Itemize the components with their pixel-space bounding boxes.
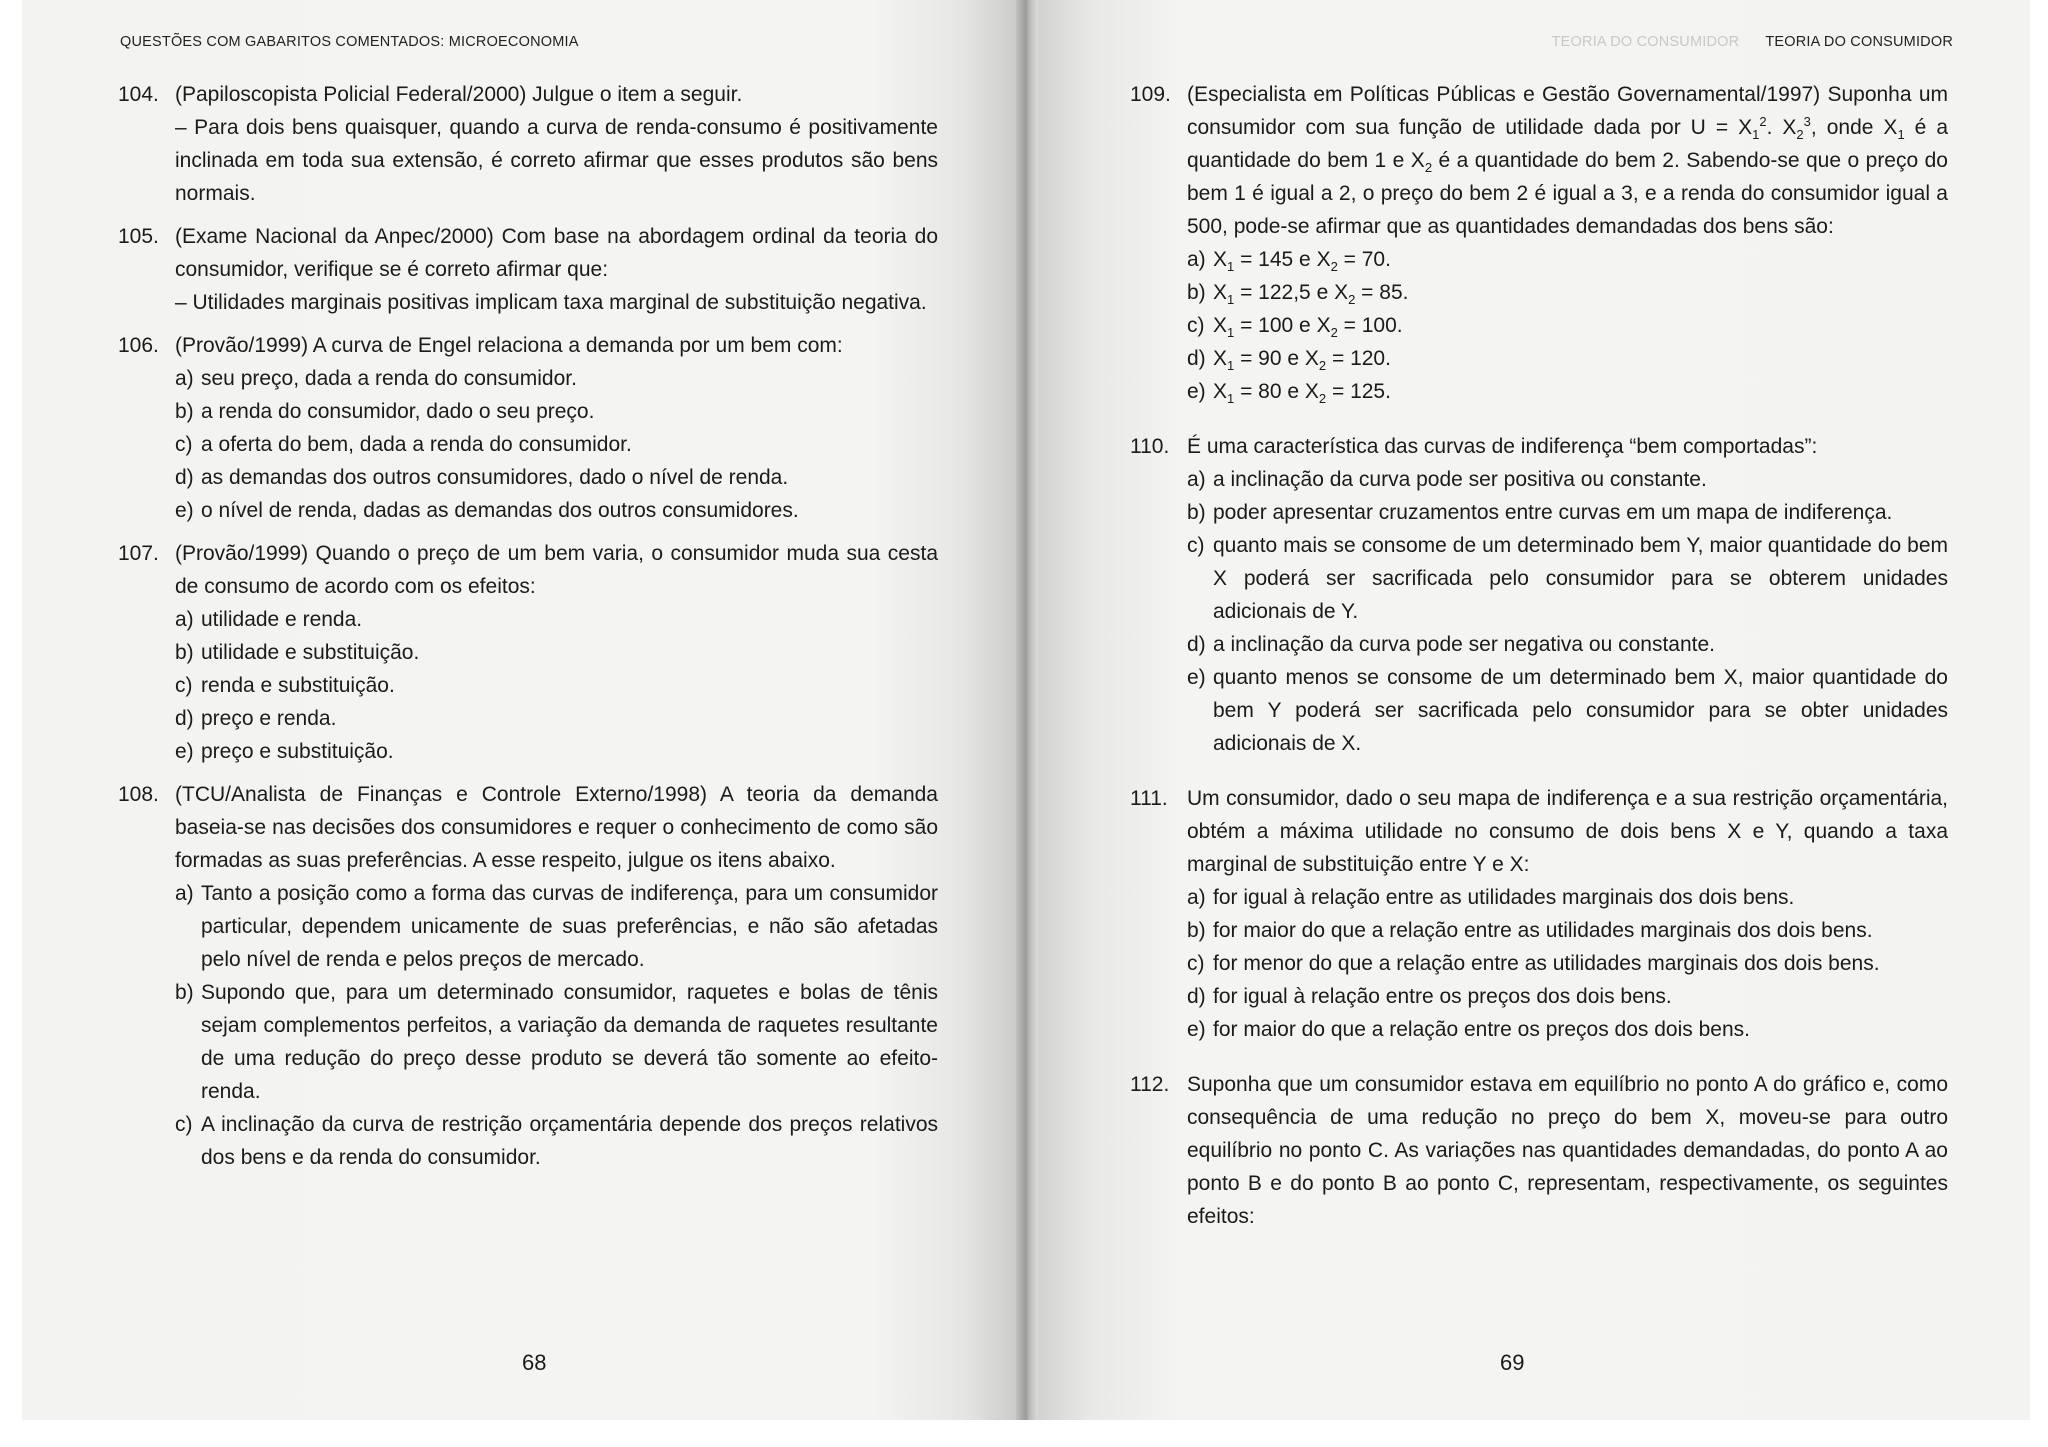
question-number: 104. (118, 83, 159, 106)
option-text: = 100 e X (1234, 314, 1331, 337)
question-text: (Exame Nacional da Anpec/2000) Com base na abordagem ordinal da teoria do consumidor, verifique se é correto afirmar que: (175, 225, 938, 281)
subscript: 1 (1227, 391, 1235, 407)
option-label: d) (1187, 633, 1206, 656)
option-label: c) (175, 1113, 193, 1136)
option-a (1187, 243, 1948, 276)
option-text: X (1213, 380, 1228, 403)
text-part: (Especialista em Políticas Públicas e Gestão Governamental/1997) Suponha um consumidor com sua função de utilidade dada por U = X (1187, 83, 1948, 139)
question-number: 105. (118, 225, 159, 248)
option-text: quanto menos se consome de um determinado bem X, maior quantidade do bem Y poderá ser sacrificada pelo consumidor para se obter unidades adicionais de X. (1213, 666, 1948, 755)
option-text: X (1213, 347, 1228, 370)
option-text: renda e substituição. (201, 674, 395, 697)
subscript: 1 (1752, 127, 1760, 143)
running-header-right-text: TEORIA DO CONSUMIDOR (1765, 34, 1953, 50)
subscript: 2 (1424, 160, 1433, 176)
option-text: = 100. (1337, 314, 1403, 337)
question-106 (118, 329, 938, 527)
question-text: (Provão/1999) Quando o preço de um bem varia, o consumidor muda sua cesta de consumo de acordo com os efeitos: (175, 542, 938, 598)
option-text: Supondo que, para um determinado consumidor, raquetes e bolas de tênis sejam complementos perfeitos, a variação da demanda de raquetes resultante de uma redução do preço desse produto se deverá tão somente ao efeito-renda. (201, 981, 938, 1103)
option-c (175, 428, 938, 461)
option-c (1187, 947, 1948, 980)
option-label: b) (1187, 501, 1206, 524)
option-a (1187, 881, 1948, 914)
question-111 (1130, 782, 1948, 1046)
option-text: = 90 e X (1234, 347, 1319, 370)
option-b (1187, 914, 1948, 947)
option-text: a renda do consumidor, dado o seu preço. (201, 400, 595, 423)
option-label: d) (175, 466, 194, 489)
question-107 (118, 537, 938, 768)
option-label: a) (1187, 248, 1206, 271)
question-text: (TCU/Analista de Finanças e Controle Externo/1998) A teoria da demanda baseia-se nas decisões dos consumidores e requer o conhecimento de como são formadas as suas preferências. A esse respeito, julgue os itens abaixo. (175, 783, 938, 872)
option-text: = 70. (1337, 248, 1391, 271)
left-column (118, 78, 938, 1184)
option-label: d) (1187, 985, 1206, 1008)
option-c (1187, 529, 1948, 628)
option-text: a oferta do bem, dada a renda do consumidor. (201, 433, 632, 456)
option-label: a) (175, 882, 194, 905)
option-text: a inclinação da curva pode ser positiva ou constante. (1213, 468, 1707, 491)
subscript: 2 (1318, 358, 1327, 374)
option-d (1187, 628, 1948, 661)
option-e (175, 735, 938, 768)
option-b (175, 395, 938, 428)
option-label: e) (1187, 380, 1206, 403)
option-text: X (1213, 314, 1228, 337)
question-text: Suponha que um consumidor estava em equilíbrio no ponto A do gráfico e, como consequência de uma redução no preço do bem X, moveu-se para outro equilíbrio no ponto C. As variações nas quantidades demandadas, do ponto A ao ponto B e do ponto B ao ponto C, representam, respectivamente, os seguintes efeitos: (1187, 1073, 1948, 1228)
option-text: utilidade e substituição. (201, 641, 420, 664)
option-e (1187, 661, 1948, 760)
option-text: = 125. (1326, 380, 1391, 403)
option-c (175, 669, 938, 702)
option-d (175, 461, 938, 494)
option-a (175, 603, 938, 636)
option-b (1187, 496, 1948, 529)
option-label: b) (175, 400, 194, 423)
option-label: c) (175, 674, 193, 697)
subscript: 2 (1318, 391, 1327, 407)
option-text: for igual à relação entre os preços dos dois bens. (1213, 985, 1672, 1008)
option-label: a) (175, 367, 194, 390)
text-part: , onde X (1810, 116, 1898, 139)
option-label: d) (175, 707, 194, 730)
option-label: c) (1187, 314, 1205, 337)
option-label: e) (1187, 1018, 1206, 1041)
text-part: é a quantidade do bem 2. Sabendo-se que o preço do bem 1 é igual a 2, o preço do bem 2 é igual a 3, e a renda do consumidor igual a 500, pode-se afirmar que as quantidades demandadas dos bens são: (1187, 149, 1948, 238)
question-text: Um consumidor, dado o seu mapa de indiferença e a sua restrição orçamentária, obtém a máxima utilidade no consumo de dois bens X e Y, quando a taxa marginal de substituição entre Y e X: (1187, 787, 1948, 876)
question-number: 110. (1130, 435, 1170, 458)
option-text: = 145 e X (1234, 248, 1331, 271)
option-text: = 120. (1326, 347, 1391, 370)
running-header-bleed: TEORIA DO CONSUMIDOR (1551, 34, 1740, 50)
question-number: 107. (118, 542, 159, 565)
option-label: a) (175, 608, 194, 631)
question-number: 109. (1130, 83, 1171, 106)
question-109 (1130, 78, 1948, 408)
option-label: b) (175, 641, 194, 664)
subscript: 1 (1897, 127, 1905, 143)
option-label: b) (1187, 919, 1206, 942)
option-label: c) (1187, 534, 1205, 557)
option-a (1187, 463, 1948, 496)
option-e (175, 494, 938, 527)
page-number-right: 69 (1500, 1350, 1525, 1375)
option-label: a) (1187, 468, 1206, 491)
option-text: = 85. (1355, 281, 1409, 304)
option-b (1187, 276, 1948, 309)
question-110 (1130, 430, 1948, 760)
option-e (1187, 1013, 1948, 1046)
option-text: o nível de renda, dadas as demandas dos outros consumidores. (201, 499, 799, 522)
text-part: é a quantidade do bem 1 e X (1187, 116, 1949, 172)
option-label: c) (175, 433, 193, 456)
option-text: Tanto a posição como a forma das curvas de indiferença, para um consumidor particular, dependem unicamente de suas preferências, e não são afetadas pelo nível de renda e pelos preços de mercado. (201, 882, 938, 971)
option-a (175, 362, 938, 395)
option-label: d) (1187, 347, 1206, 370)
option-e (1187, 375, 1948, 408)
question-text (1187, 78, 1948, 243)
option-label: b) (1187, 281, 1206, 304)
option-text: for igual à relação entre as utilidades marginais dos dois bens. (1213, 886, 1795, 909)
option-label: e) (175, 740, 194, 763)
superscript: 2 (1759, 114, 1767, 129)
question-112 (1130, 1068, 1948, 1233)
question-number: 108. (118, 783, 159, 806)
option-text: = 122,5 e X (1234, 281, 1349, 304)
option-a (175, 877, 938, 976)
option-text: as demandas dos outros consumidores, dado o nível de renda. (201, 466, 789, 489)
question-number: 111. (1130, 787, 1168, 810)
question-text: É uma característica das curvas de indiferença “bem comportadas”: (1187, 435, 1818, 458)
subscript: 1 (1227, 292, 1235, 308)
text-part: . X (1766, 116, 1797, 139)
option-text: quanto mais se consome de um determinado bem Y, maior quantidade do bem X poderá ser sacrificada pelo consumidor para se obterem unidades adicionais de Y. (1213, 534, 1948, 623)
option-text: for menor do que a relação entre as utilidades marginais dos dois bens. (1213, 952, 1880, 975)
option-text: seu preço, dada a renda do consumidor. (201, 367, 577, 390)
option-text: for maior do que a relação entre os preços dos dois bens. (1213, 1018, 1750, 1041)
option-text: a inclinação da curva pode ser negativa ou constante. (1213, 633, 1716, 656)
option-text: utilidade e renda. (201, 608, 363, 631)
question-text: (Provão/1999) A curva de Engel relaciona a demanda por um bem com: (175, 334, 843, 357)
option-c (175, 1108, 938, 1174)
option-text: X (1213, 281, 1228, 304)
option-label: e) (1187, 666, 1206, 689)
option-text: for maior do que a relação entre as utilidades marginais dos dois bens. (1213, 919, 1873, 942)
option-d (1187, 342, 1948, 375)
question-108 (118, 778, 938, 1174)
question-104 (118, 78, 938, 210)
subscript: 2 (1348, 292, 1356, 308)
question-text: (Papiloscopista Policial Federal/2000) Julgue o item a seguir. (175, 83, 743, 106)
option-b (175, 636, 938, 669)
option-b (175, 976, 938, 1108)
option-text: preço e renda. (201, 707, 337, 730)
subscript: 2 (1330, 325, 1338, 341)
book-gutter (1016, 0, 1038, 1420)
option-d (1187, 980, 1948, 1013)
option-text: poder apresentar cruzamentos entre curvas em um mapa de indiferença. (1213, 501, 1893, 524)
option-text: preço e substituição. (201, 740, 394, 763)
question-number: 106. (118, 334, 159, 357)
subscript: 1 (1227, 358, 1235, 374)
option-text: X (1213, 248, 1228, 271)
question-statement: – Para dois bens quaisquer, quando a curva de renda-consumo é positivamente inclinada em toda sua extensão, é correto afirmar que esses produtos são bens normais. (175, 116, 938, 205)
subscript: 1 (1227, 259, 1235, 275)
option-label: e) (175, 499, 194, 522)
subscript: 1 (1227, 325, 1235, 341)
option-label: a) (1187, 886, 1206, 909)
question-statement: – Utilidades marginais positivas implicam taxa marginal de substituição negativa. (175, 291, 927, 314)
subscript: 2 (1796, 127, 1804, 143)
superscript: 3 (1803, 114, 1811, 129)
option-label: c) (1187, 952, 1205, 975)
page-number-left: 68 (522, 1350, 547, 1375)
option-c (1187, 309, 1948, 342)
running-header-left: QUESTÕES COM GABARITOS COMENTADOS: MICROECONOMIA (120, 34, 579, 50)
running-header-right (1552, 34, 1953, 50)
question-105 (118, 220, 938, 319)
option-label: b) (175, 981, 194, 1004)
option-text: = 80 e X (1234, 380, 1319, 403)
right-column (1130, 78, 1948, 1243)
question-number: 112. (1130, 1073, 1170, 1096)
option-d (175, 702, 938, 735)
option-text: A inclinação da curva de restrição orçamentária depende dos preços relativos dos bens e da renda do consumidor. (201, 1113, 938, 1169)
subscript: 2 (1330, 259, 1338, 275)
